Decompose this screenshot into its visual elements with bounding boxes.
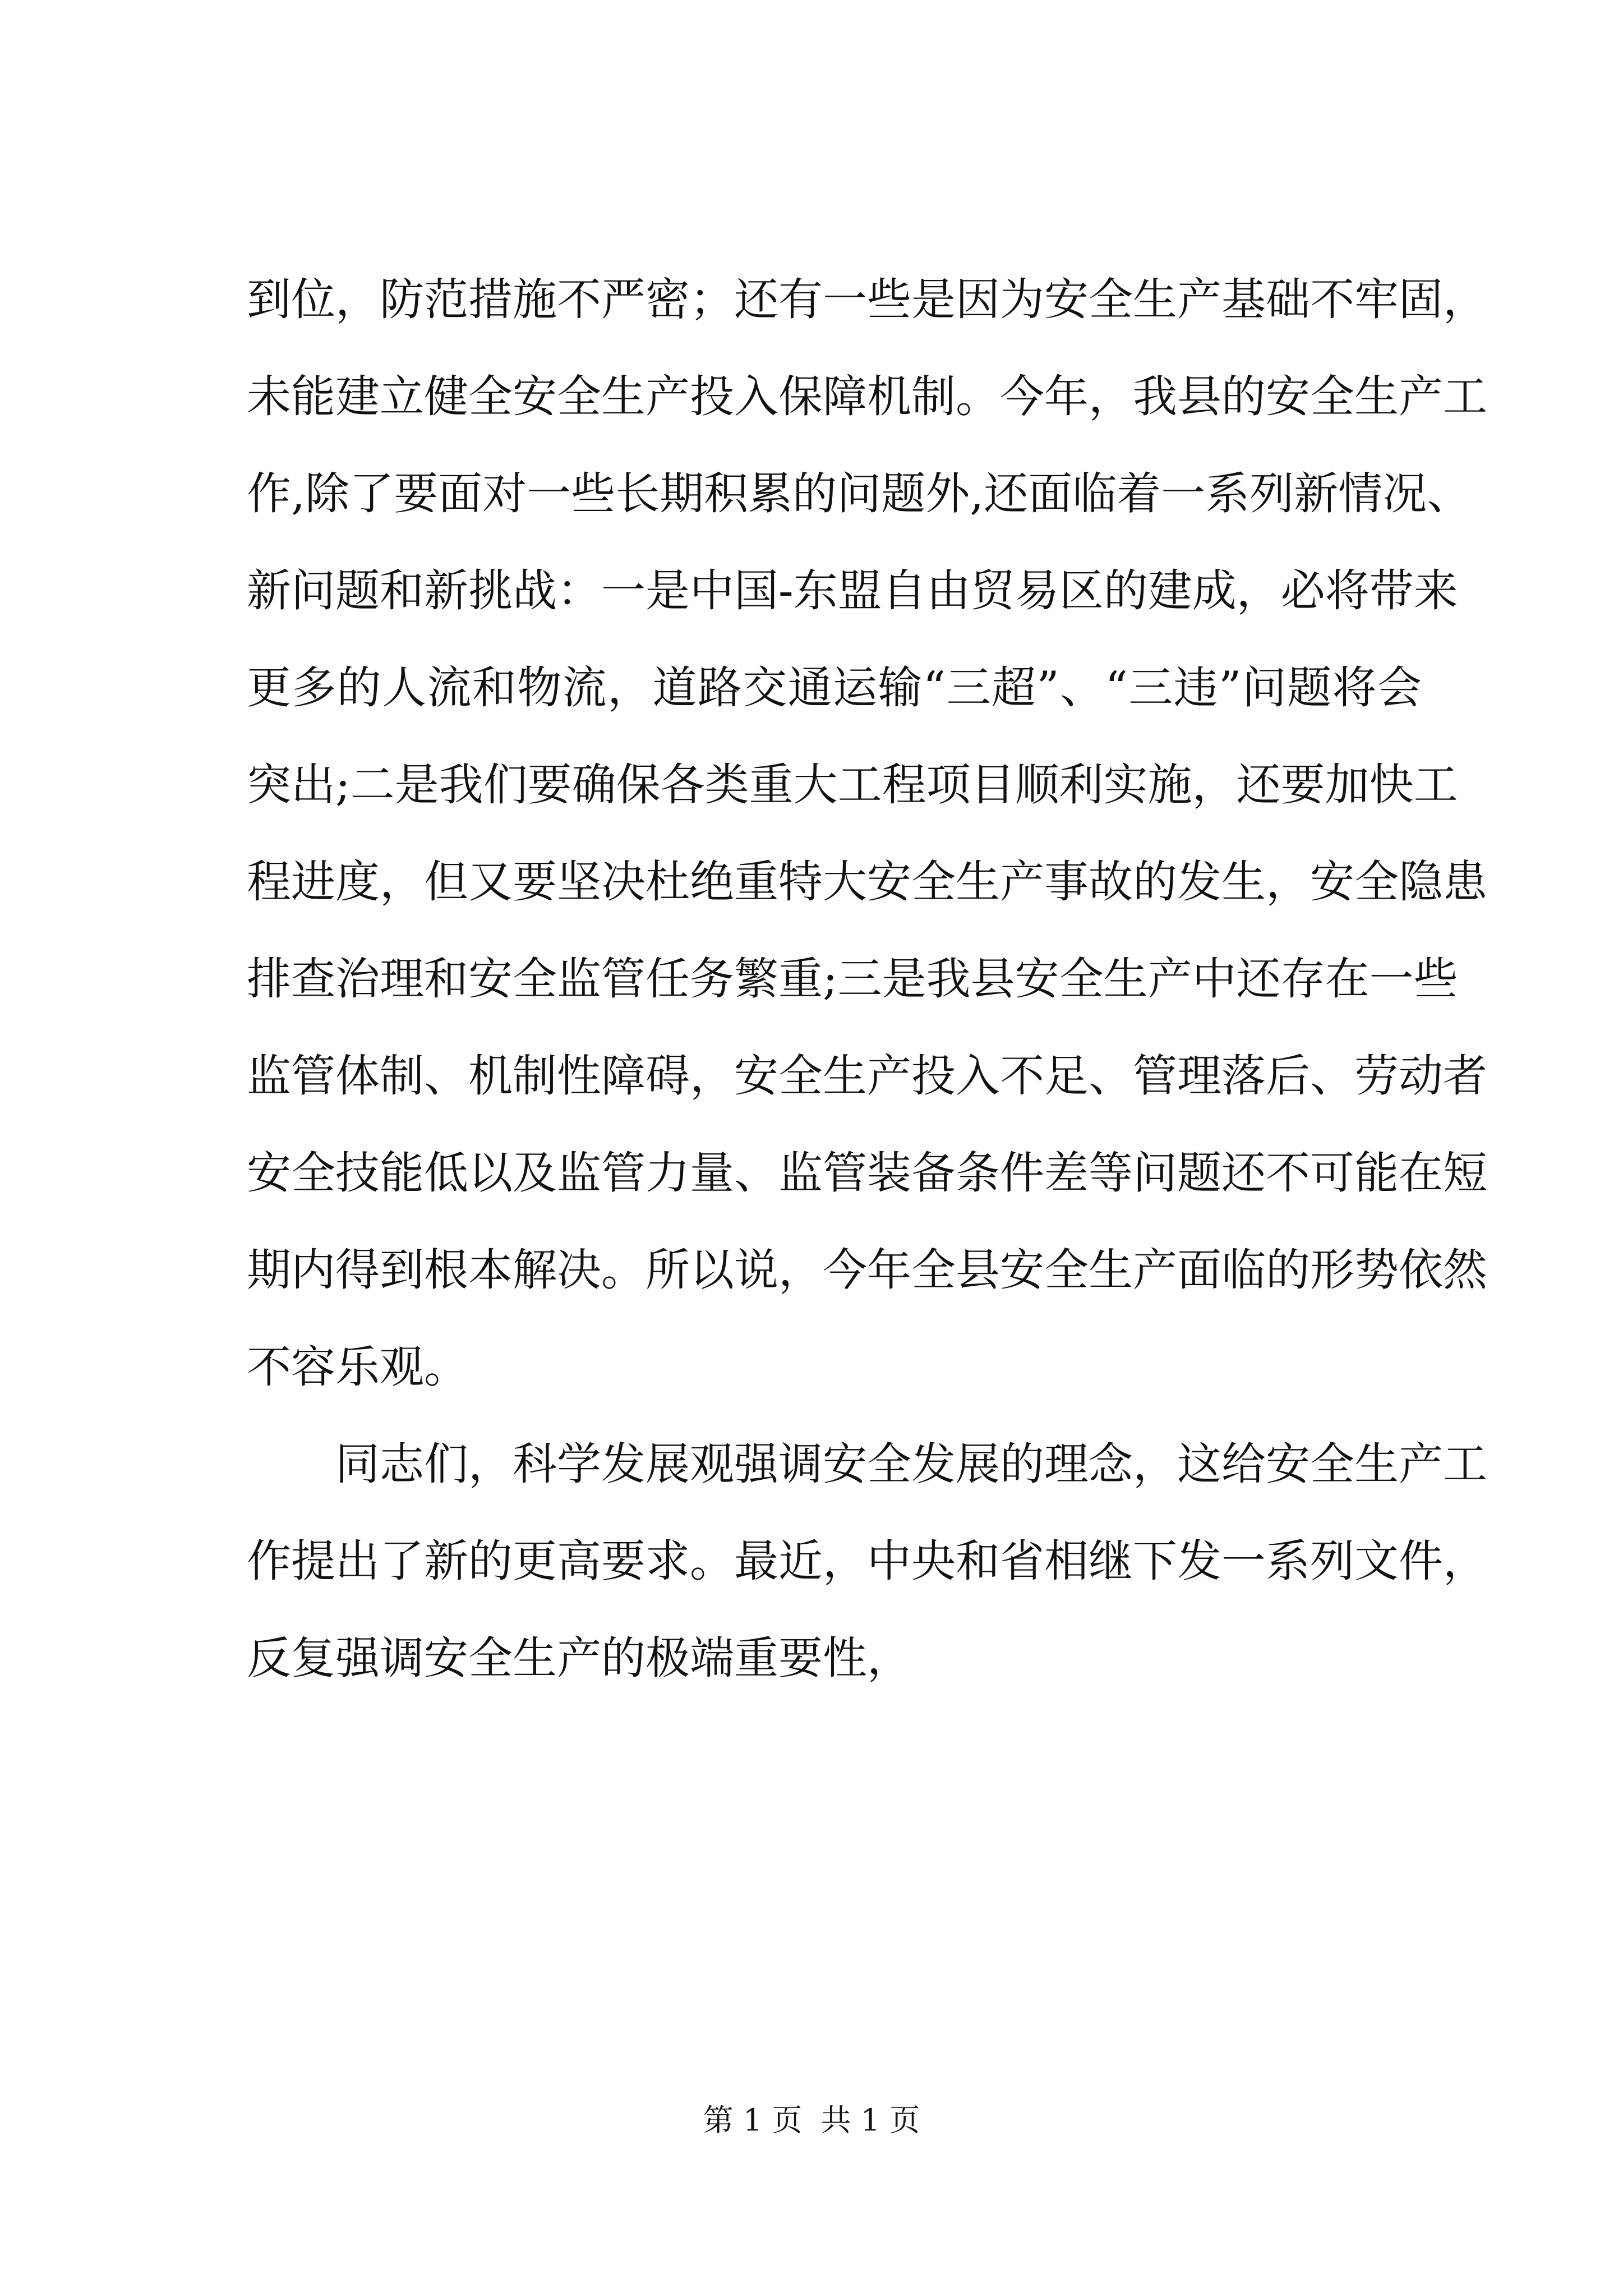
- paragraph-line: 同志们，科学发展观强调安全发展的理念，这给安全生产工: [335, 1438, 1487, 1490]
- page-total: 共 1 页: [820, 2102, 920, 2138]
- paragraph-line: 不容乐观。: [247, 1341, 468, 1393]
- paragraph-line: 监管体制、机制性障碍，安全生产投入不足、管理落后、劳动者: [247, 1050, 1487, 1102]
- paragraph-line: 到位，防范措施不严密；还有一些是因为安全生产基础不牢固，: [247, 274, 1487, 325]
- paragraph-1: [247, 251, 1487, 1416]
- paragraph-line: 更多的人流和物流，道路交通运输“三超”、“三违”问题将会: [247, 662, 1422, 714]
- paragraph-line: 排查治理和安全监管任务繁重;三是我县安全生产中还存在一些: [247, 953, 1458, 1005]
- page-footer: [0, 2098, 1623, 2143]
- paragraph-line: 突出;二是我们要确保各类重大工程项目顺利实施，还要加快工: [247, 759, 1458, 811]
- paragraph-line: 反复强调安全生产的极端重要性，: [247, 1632, 911, 1684]
- page-number: 第 1 页: [703, 2102, 803, 2138]
- document-body: [247, 251, 1487, 1707]
- paragraph-line: 作,除了要面对一些长期积累的问题外,还面临着一系列新情况、: [247, 468, 1472, 519]
- paragraph-line: 程进度，但又要坚决杜绝重特大安全生产事故的发生，安全隐患: [247, 856, 1487, 908]
- paragraph-line: 新问题和新挑战：一是中国-东盟自由贸易区的建成，必将带来: [247, 565, 1458, 616]
- paragraph-line: 期内得到根本解决。所以说，今年全县安全生产面临的形势依然: [247, 1244, 1487, 1296]
- paragraph-2: [247, 1416, 1487, 1707]
- paragraph-line: 安全技能低以及监管力量、监管装备条件差等问题还不可能在短: [247, 1147, 1487, 1199]
- paragraph-line: 作提出了新的更高要求。最近，中央和省相继下发一系列文件，: [247, 1535, 1487, 1587]
- paragraph-line: 未能建立健全安全生产投入保障机制。今年，我县的安全生产工: [247, 371, 1487, 422]
